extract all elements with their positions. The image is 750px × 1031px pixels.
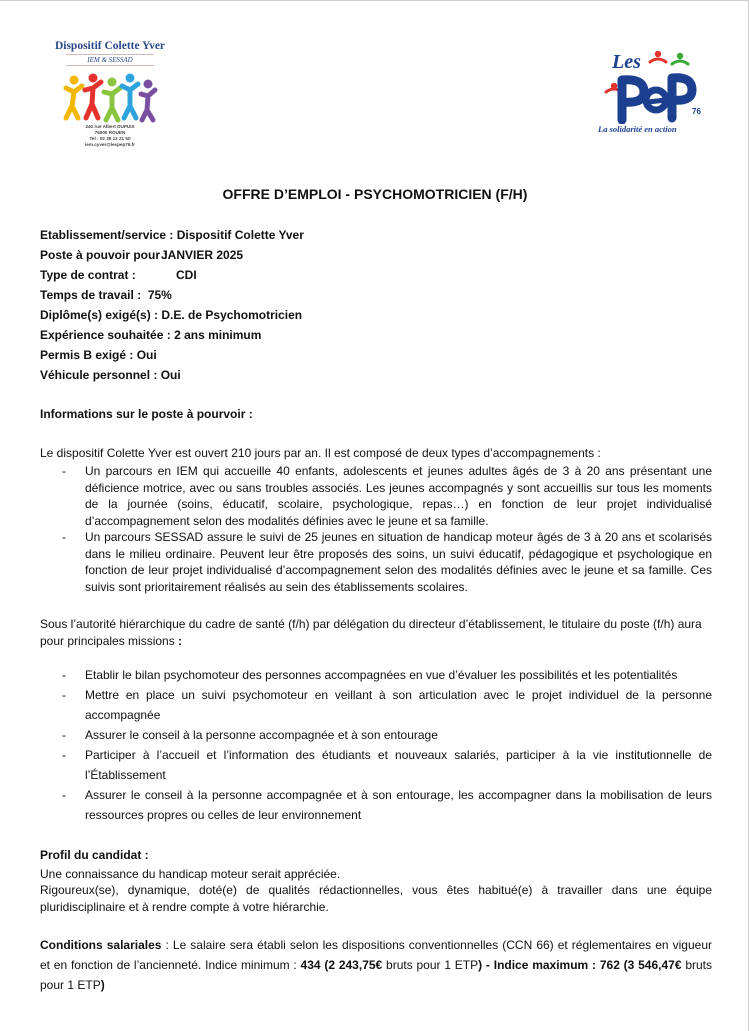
detail-label: Temps de travail :	[40, 288, 142, 302]
bullet-dash: -	[62, 688, 66, 702]
list-item-text: Mettre en place un suivi psychomoteur en veillant à son articulation avec le projet individuel de la personne accompagnée	[85, 688, 712, 722]
profile-line-1: Une connaissance du handicap moteur serait appréciée.	[40, 867, 341, 881]
list-item-text: Assurer le conseil à la personne accompagnée et à son entourage, les accompagner dans la mobilisation de leurs ressources propres ou celles de leur environnement	[85, 788, 712, 822]
detail-diplome	[40, 308, 302, 322]
list-item-text: Un parcours SESSAD assure le suivi de 25 jeunes en situation de handicap moteur âgés de 3 à 20 ans et scolarisés dans le milieu ordinaire. Peuvent leur être proposés des soins, un suivi éducatif, pédagogique et psychologique en fonction de leur projet individualisé d’accompagnement selon des modalités définies avec le jeune et sa famille. Ces suivis sont prioritairement réalisés au sein des établissements scolaires.	[85, 530, 712, 594]
bullet-dash: -	[62, 728, 66, 742]
profile-heading: Profil du candidat :	[40, 848, 149, 862]
info-heading: Informations sur le poste à pourvoir :	[40, 407, 253, 421]
bullet-dash: -	[62, 464, 66, 478]
list-item	[40, 529, 712, 595]
logo-org-name: Dispositif Colette Yver	[54, 40, 166, 52]
detail-value: 75%	[147, 288, 172, 302]
detail-value: Oui	[160, 368, 181, 382]
detail-temps	[40, 288, 172, 302]
conditions-text: bruts pour 1 ETP	[40, 958, 712, 992]
bullet-dash: -	[62, 788, 66, 802]
conditions-text: : Le salaire sera établi selon les dispositions conventionnelles (CCN 66) et réglementaires en vigueur et en fonction de l’ancienneté. Indice minimum :	[40, 938, 712, 972]
salary-conditions	[40, 935, 712, 995]
page-title: OFFRE D’EMPLOI - PSYCHOMOTRICIEN (F/H)	[222, 186, 528, 202]
detail-permis	[40, 348, 157, 362]
detail-label: Diplôme(s) exigé(s) :	[40, 308, 159, 322]
page-border-right	[748, 0, 749, 1031]
bullet-dash: -	[62, 748, 66, 762]
missions-list	[40, 665, 712, 825]
conditions-close: )	[100, 978, 105, 992]
logo-email: iem.cyver@lespep76.fr	[85, 142, 135, 147]
min-index: 434 (2 243,75€	[300, 958, 383, 972]
logo-brand-les: Les	[612, 51, 641, 73]
list-item	[40, 665, 712, 685]
detail-label: Poste à pouvoir pour :	[40, 248, 168, 262]
list-item-text: Participer à l’accueil et l’information des étudiants et nouveaux salariés, participer à la vie institutionnelle de l’Établissement	[85, 748, 712, 782]
authority-text: Sous l’autorité hiérarchique du cadre de santé (f/h) par délégation du directeur d’établissement, le titulaire du poste (f/h) aura pour principales missions	[40, 617, 702, 648]
logo-address-city: 76000 ROUEN	[94, 130, 126, 135]
detail-etablissement	[40, 228, 304, 242]
list-item	[40, 785, 712, 825]
detail-value: D.E. de Psychomotricien	[161, 308, 303, 322]
list-item-text: Etablir le bilan psychomoteur des personnes accompagnées en vue d’évaluer les possibilités et les potentialités	[85, 668, 678, 682]
logo-address-street: 240 rue Albert DUPUIS	[85, 124, 135, 129]
detail-value: CDI	[176, 268, 197, 282]
pep-logo-mark-icon	[592, 44, 712, 124]
page-border-top	[0, 0, 748, 1]
detail-label: Type de contrat :	[40, 268, 136, 282]
authority-colon: :	[174, 633, 183, 648]
list-item	[40, 745, 712, 785]
detail-poste	[40, 248, 243, 262]
conditions-label: Conditions salariales	[40, 938, 162, 952]
list-item	[40, 685, 712, 725]
list-item	[40, 463, 712, 529]
detail-value: Dispositif Colette Yver	[176, 228, 304, 242]
detail-value: 2 ans minimum	[174, 328, 262, 342]
logo-tagline: La solidarité en action	[598, 124, 677, 134]
detail-contrat	[40, 268, 197, 282]
logo-number-76: 76	[692, 107, 701, 116]
detail-value: JANVIER 2025	[161, 248, 244, 262]
detail-label: Permis B exigé :	[40, 348, 134, 362]
list-item	[40, 725, 712, 745]
intro-paragraph: Le dispositif Colette Yver est ouvert 210 jours par an. Il est composé de deux types d’accompagnements :	[40, 446, 601, 460]
accompaniments-list	[40, 463, 712, 595]
les-pep-76-logo	[592, 44, 712, 136]
detail-vehicule	[40, 368, 181, 382]
bullet-dash: -	[62, 530, 66, 544]
logo-org-subtitle: IEM & SESSAD	[66, 54, 154, 66]
detail-label: Véhicule personnel :	[40, 368, 158, 382]
logo-phone: Tel : 02 35 12 21 50	[89, 136, 131, 141]
profile-line-2: Rigoureux(se), dynamique, doté(e) de qualités rédactionnelles, vous êtes habitué(e) à travailler dans une équipe pluridisciplinaire et à rendre compte à votre hiérarchie.	[40, 883, 712, 914]
conditions-text-bold: ) - Indice maximum :	[478, 958, 600, 972]
list-item-text: Assurer le conseil à la personne accompagnée et à son entourage	[85, 728, 438, 742]
detail-experience	[40, 328, 261, 342]
colette-yver-logo	[48, 40, 172, 164]
children-figures-icon	[60, 68, 160, 124]
list-item-text: Un parcours en IEM qui accueille 40 enfants, adolescents et jeunes adultes âgés de 3 à 20 ans présentant une déficience motrice, avec ou sans troubles associés. Les jeunes accompagnés y sont accueillis sur tous les moments de la journée (soins, éducatif, scolaire, psychologique, repas…) en fonction de leur projet individualisé d’accompagnement selon des modalités définies avec le jeune et sa famille.	[85, 464, 712, 528]
conditions-text: bruts pour 1 ETP	[382, 958, 479, 972]
authority-paragraph	[40, 616, 712, 649]
detail-value: Oui	[136, 348, 157, 362]
bullet-dash: -	[62, 668, 66, 682]
detail-label: Etablissement/service :	[40, 228, 174, 242]
max-index: 762 (3 546,47€	[599, 958, 682, 972]
detail-label: Expérience souhaitée :	[40, 328, 171, 342]
